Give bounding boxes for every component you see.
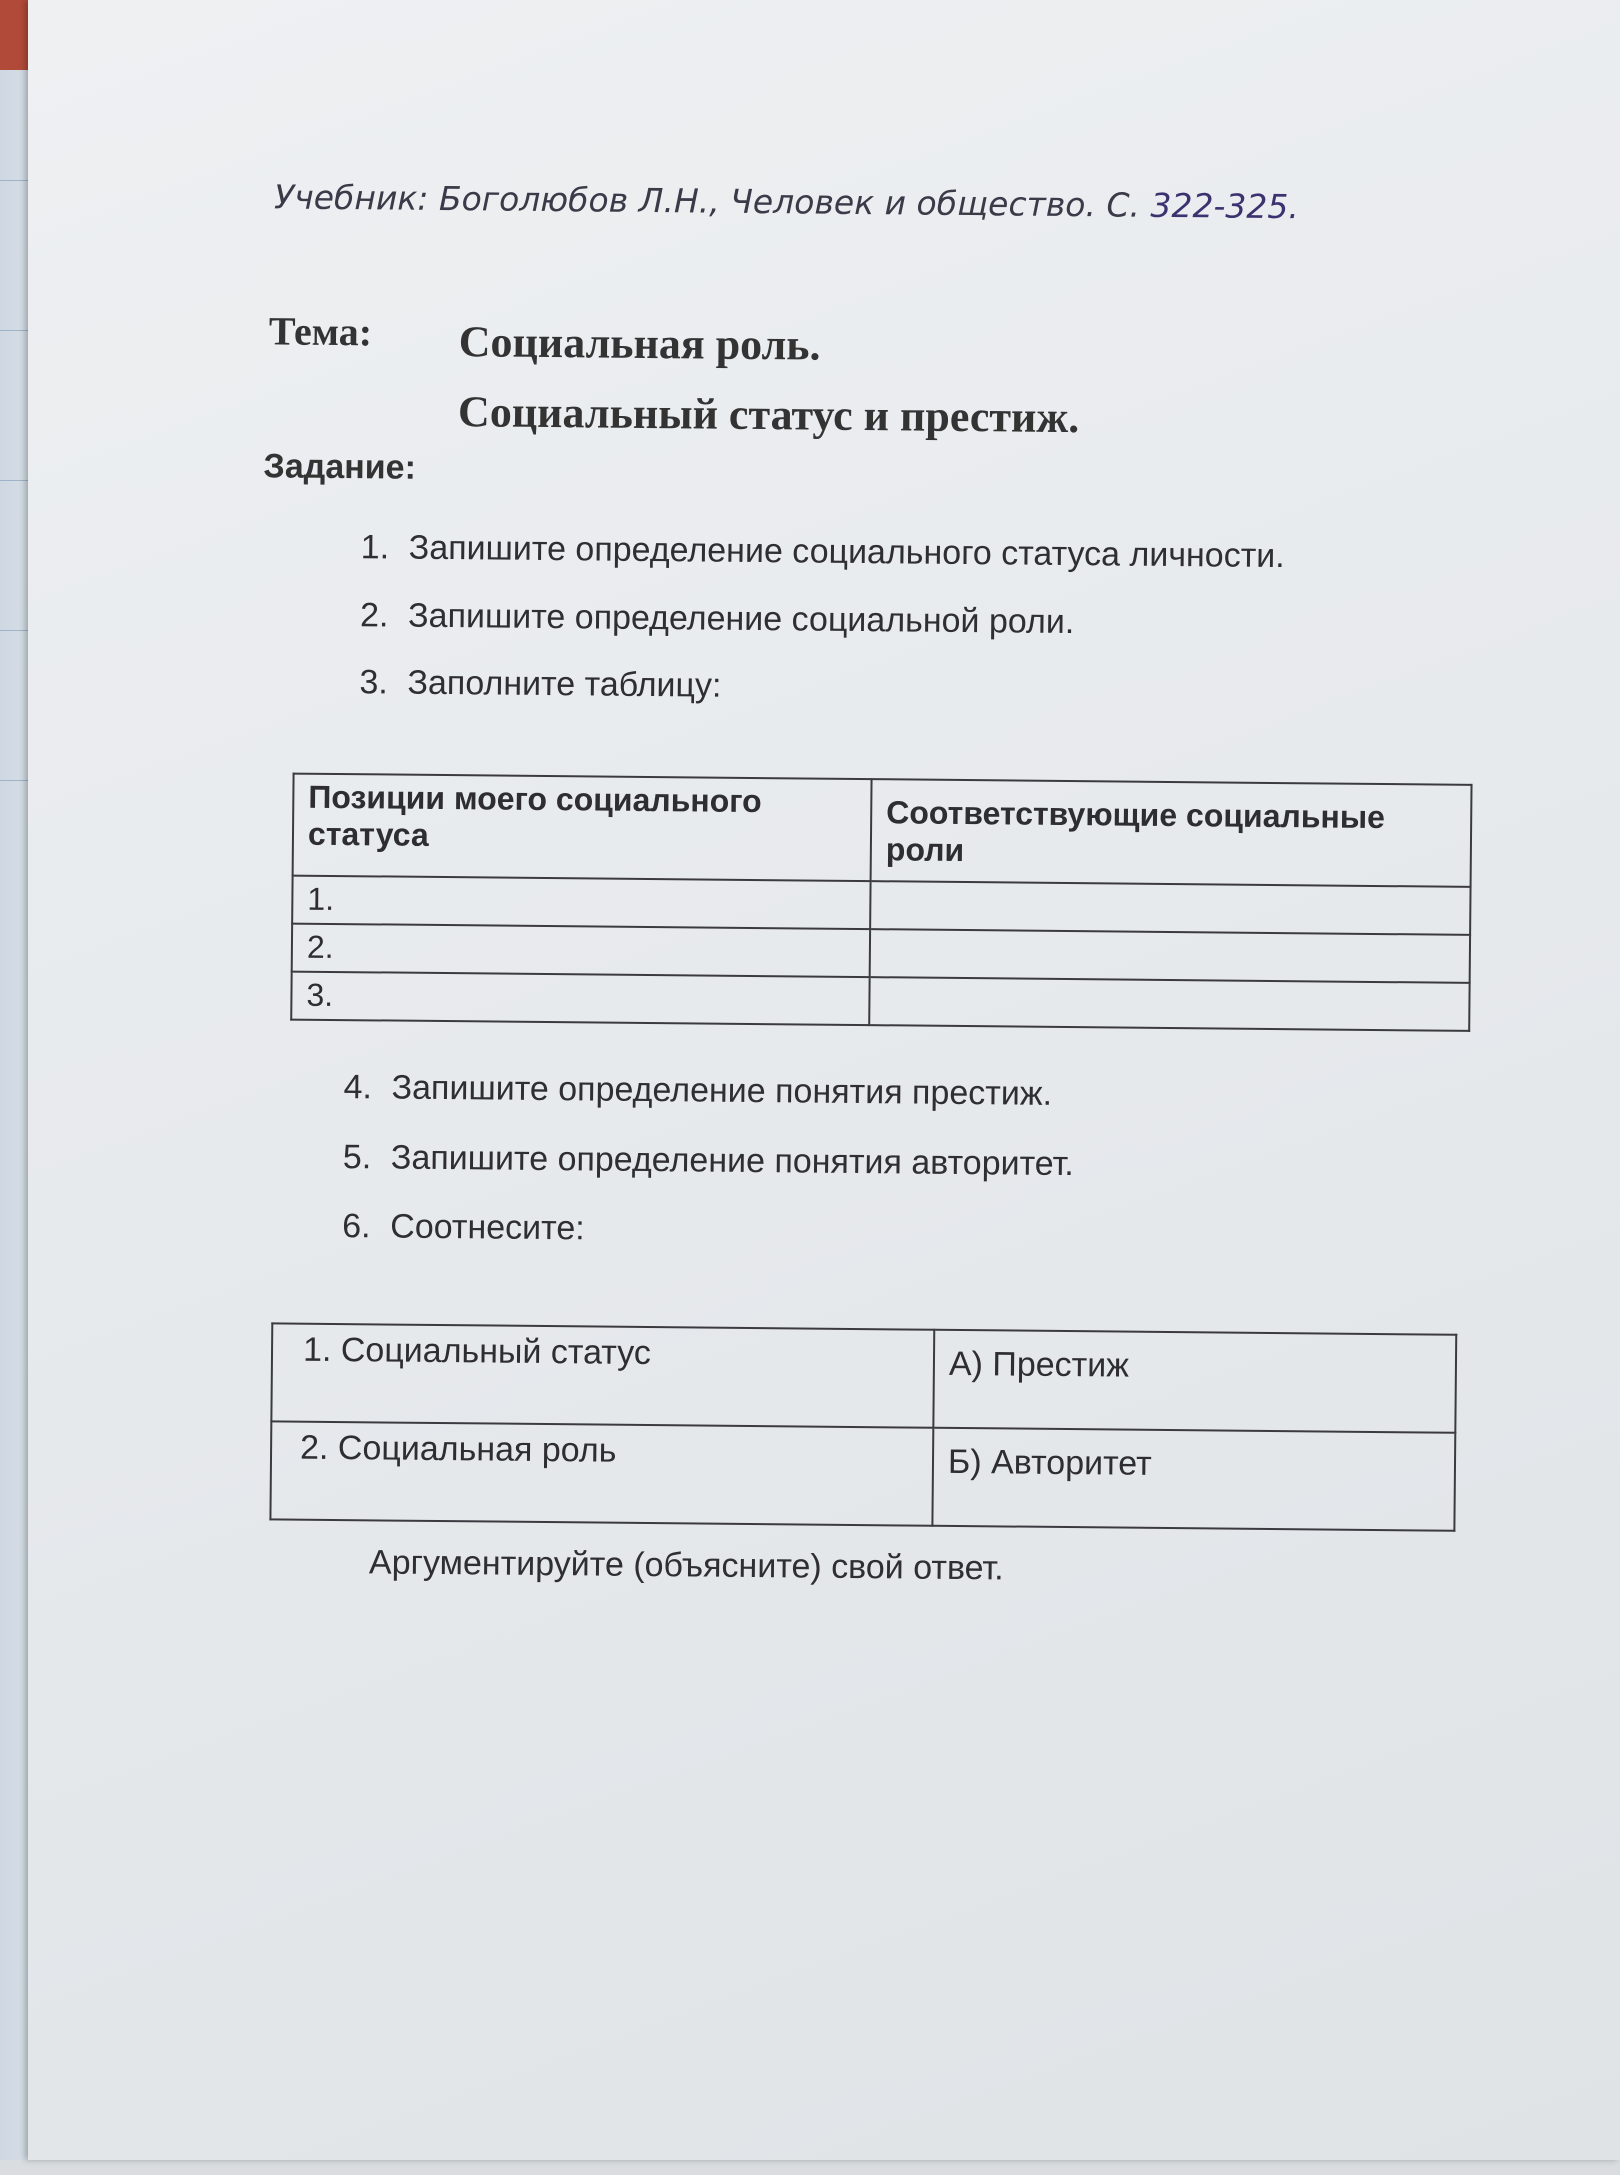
task-number: 4. — [343, 1068, 373, 1107]
table-cell: 2. — [292, 924, 870, 978]
task-text: Соотнесите: — [390, 1207, 585, 1248]
task-item-6 — [342, 1207, 585, 1248]
table-header-cell: Позиции моего социального статуса — [293, 774, 872, 882]
table-cell-empty — [870, 881, 1470, 935]
task-text: Запишите определение социальной роли. — [407, 596, 1075, 642]
task-text: Запишите определение понятия авторитет. — [390, 1138, 1074, 1184]
task-text: Заполните таблицу: — [407, 663, 722, 705]
table-cell: Б) Авторитет — [932, 1428, 1455, 1531]
textbook-pages: 322-325. — [1150, 185, 1300, 227]
task-number: 6. — [342, 1207, 371, 1246]
table-cell: А) Престиж — [933, 1330, 1456, 1433]
worksheet-page — [28, 0, 1620, 2160]
task-number: 3. — [359, 663, 389, 702]
worksheet-content — [7, 0, 1620, 2175]
task-item-3 — [359, 663, 721, 705]
task-number: 2. — [359, 596, 389, 635]
task-number: 1. — [360, 528, 390, 567]
task-item-5 — [343, 1138, 1074, 1184]
table-cell-empty — [870, 929, 1470, 983]
matching-table — [269, 1322, 1457, 1531]
table-header-row — [293, 774, 1472, 887]
task-text: Запишите определение социального статуса личности. — [408, 528, 1285, 576]
table-cell: 1. — [292, 876, 870, 930]
task-item-2 — [360, 596, 1075, 642]
task-number: 5. — [342, 1138, 372, 1177]
topic-label: Тема: — [268, 308, 373, 355]
textbook-text: Учебник: Боголюбов Л.Н., Человек и общество. С. — [273, 177, 1151, 225]
table-row — [271, 1323, 1456, 1432]
topic-title-line-1: Социальная роль. — [458, 317, 821, 370]
argue-instruction: Аргументируйте (объясните) свой ответ. — [368, 1543, 1004, 1588]
task-item-4 — [343, 1068, 1052, 1114]
task-item-1 — [361, 528, 1285, 576]
table-row — [291, 972, 1469, 1031]
table-cell-empty — [869, 977, 1469, 1031]
task-text: Запишите определение понятия престиж. — [391, 1068, 1053, 1113]
notebook-cover-corner — [0, 0, 30, 70]
status-roles-table — [290, 773, 1472, 1032]
table-header-cell: Соответствующие социальные роли — [871, 779, 1472, 887]
topic-title-line-2: Социальный статус и престиж. — [457, 387, 1080, 443]
table-row — [270, 1421, 1455, 1530]
table-cell: 3. — [291, 972, 869, 1026]
textbook-reference — [274, 177, 1299, 226]
task-label: Задание: — [263, 447, 417, 487]
table-cell: 1. Социальный статус — [271, 1323, 934, 1427]
table-cell: 2. Социальная роль — [270, 1421, 933, 1525]
